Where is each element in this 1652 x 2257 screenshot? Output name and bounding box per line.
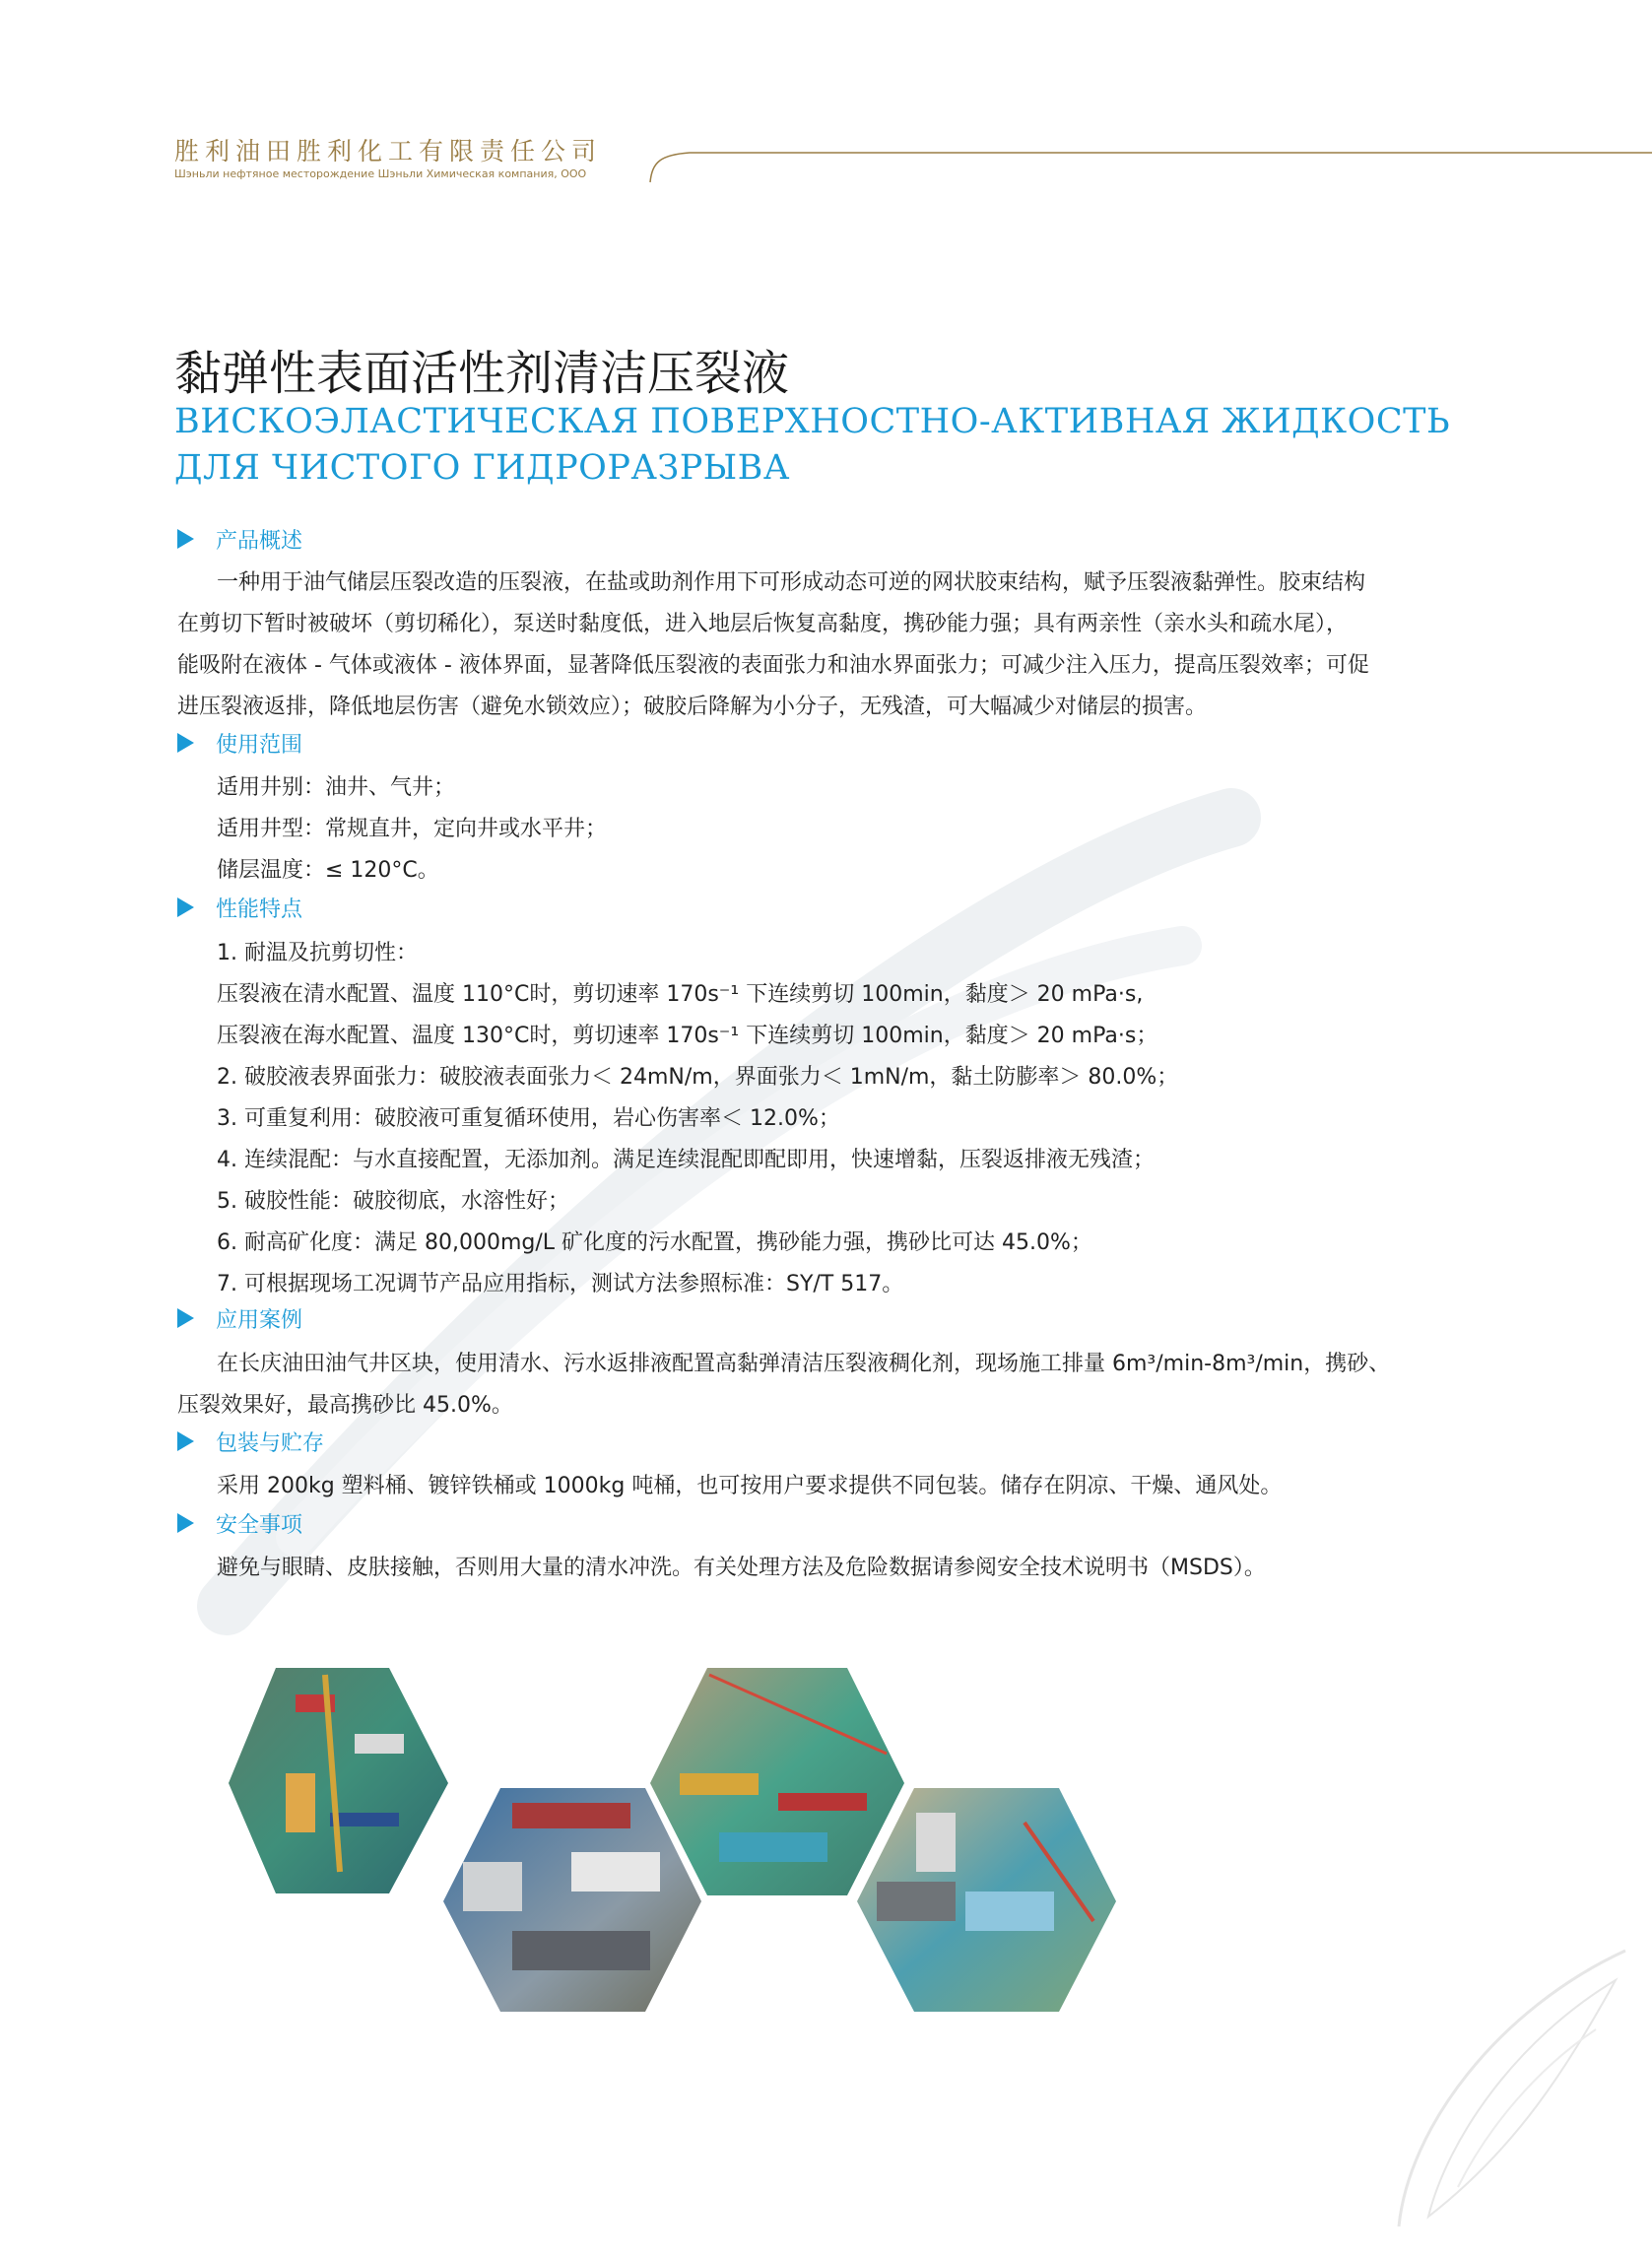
- page-title: 黏弹性表面活性剂清洁压裂液: [174, 346, 790, 401]
- features-line: 1. 耐温及抗剪切性：: [217, 941, 418, 965]
- features-line: 压裂液在清水配置、温度 110°C时，剪切速率 170s⁻¹ 下连续剪切 100min，黏度＞ 20 mPa·s,: [217, 982, 1144, 1007]
- header-company-name: 胜利油田胜利化工有限责任公司: [174, 137, 603, 166]
- cases-line: 在长庆油田油气井区块，使用清水、污水返排液配置高黏弹清洁压裂液稠化剂，现场施工排量 6m³/min-8m³/min，携砂、: [217, 1352, 1391, 1376]
- page-title-ru-line2: ДЛЯ ЧИСТОГО ГИДРОРАЗРЫВА: [174, 448, 790, 488]
- safety-line: 避免与眼睛、皮肤接触，否则用大量的清水冲洗。有关处理方法及危险数据请参阅安全技术说明书（MSDS）。: [217, 1556, 1266, 1580]
- section-label: 包装与贮存: [216, 1430, 325, 1456]
- overview-line: 在剪切下暂时被破坏（剪切稀化），泵送时黏度低，进入地层后恢复高黏度，携砂能力强；具有两亲性（亲水头和疏水尾），: [177, 612, 1349, 636]
- overview-line: 一种用于油气储层压裂改造的压裂液，在盐或助剂作用下可形成动态可逆的网状胶束结构，赋予压裂液黏弹性。胶束结构: [217, 570, 1366, 595]
- section-label: 产品概述: [216, 528, 303, 554]
- scope-line: 适用井型：常规直井，定向井或水平井；: [217, 817, 608, 841]
- header-company-name-ru: Шэньли нефтяное месторождение Шэньли Химическая компания, ООО: [174, 167, 587, 180]
- features-line: 4. 连续混配：与水直接配置，无添加剂。满足连续混配即配即用，快速增黏，压裂返排液无残渣；: [217, 1148, 1155, 1172]
- features-line: 3. 可重复利用：破胶液可重复循环使用，岩心伤害率＜ 12.0%；: [217, 1106, 840, 1131]
- scope-line: 适用井别：油井、气井；: [217, 775, 456, 800]
- overview-line: 进压裂液返排，降低地层伤害（避免水锁效应）；破胶后降解为小分子，无残渣，可大幅减少对储层的损害。: [177, 695, 1208, 719]
- features-line: 2. 破胶液表界面张力：破胶液表面张力＜ 24mN/m，界面张力＜ 1mN/m，黏土防膨率＞ 80.0%；: [217, 1065, 1179, 1090]
- features-line: 压裂液在海水配置、温度 130°C时，剪切速率 170s⁻¹ 下连续剪切 100min，黏度＞ 20 mPa·s；: [217, 1024, 1158, 1048]
- section-label: 使用范围: [216, 732, 303, 758]
- section-label: 性能特点: [216, 896, 303, 922]
- section-label: 应用案例: [216, 1307, 303, 1333]
- features-line: 7. 可根据现场工况调节产品应用指标，测试方法参照标准：SY/T 517。: [217, 1272, 904, 1296]
- cases-line: 压裂效果好，最高携砂比 45.0%。: [177, 1393, 513, 1418]
- site-photo-3: [650, 1668, 904, 1895]
- page-title-ru-line1: ВИСКОЭЛАСТИЧЕСКАЯ ПОВЕРХНОСТНО-АКТИВНАЯ ЖИДКОСТЬ: [174, 402, 1451, 441]
- site-photo-2: [443, 1788, 701, 2012]
- site-photo-1: [229, 1668, 448, 1893]
- site-photo-4: [857, 1788, 1116, 2012]
- overview-line: 能吸附在液体 - 气体或液体 - 液体界面，显著降低压裂液的表面张力和油水界面张力；可减少注入压力，提高压裂效率；可促: [177, 653, 1369, 678]
- scope-line: 储层温度：≤ 120°C。: [217, 858, 439, 883]
- features-line: 5. 破胶性能：破胶彻底，水溶性好；: [217, 1189, 569, 1214]
- company-watermark-logo: [1369, 1931, 1652, 2256]
- packaging-line: 采用 200kg 塑料桶、镀锌铁桶或 1000kg 吨桶，也可按用户要求提供不同包装。储存在阴凉、干燥、通风处。: [217, 1474, 1283, 1498]
- section-label: 安全事项: [216, 1512, 303, 1538]
- features-line: 6. 耐高矿化度：满足 80,000mg/L 矿化度的污水配置，携砂能力强，携砂比可达 45.0%；: [217, 1230, 1092, 1255]
